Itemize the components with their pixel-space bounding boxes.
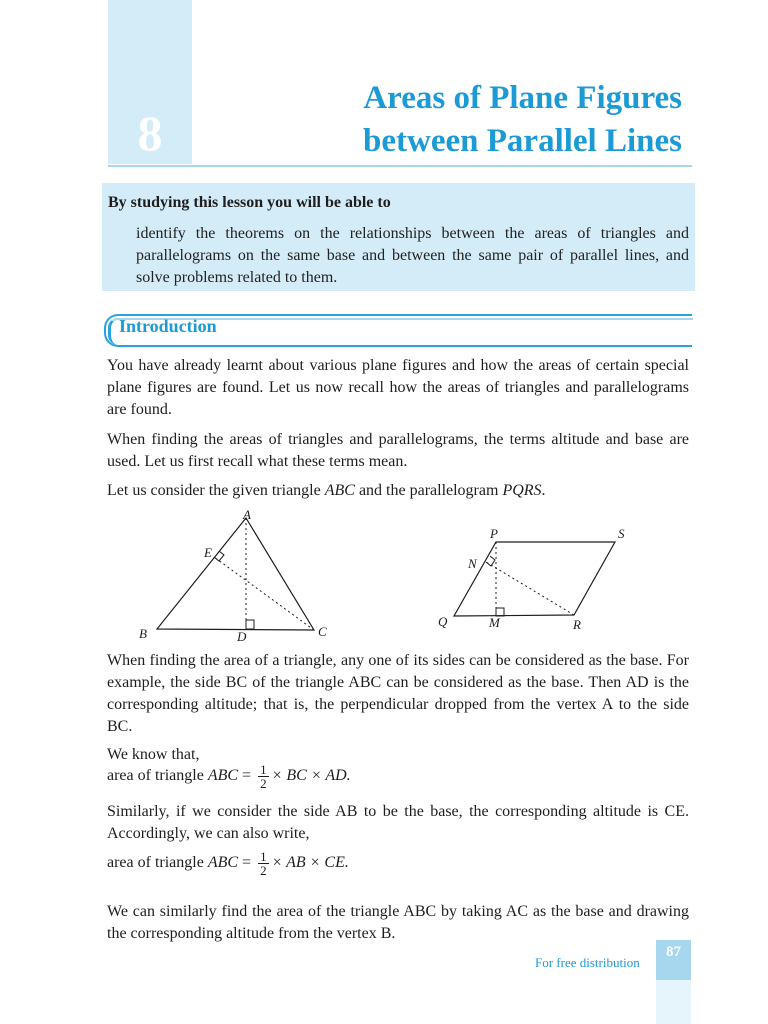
page-edge-strip — [656, 980, 691, 1024]
formula-2-equals: = — [238, 854, 256, 872]
formula-1-label: area of triangle — [107, 767, 208, 785]
altitude-rn — [486, 562, 574, 615]
point-label-m: M — [489, 615, 500, 630]
right-angle-d — [246, 620, 254, 629]
page-number-box — [656, 940, 691, 980]
vertex-label-p: P — [490, 526, 498, 541]
formula-2-fraction — [258, 850, 269, 877]
formula-1-fraction — [258, 763, 269, 790]
objectives-text: identify the theorems on the relationships between the areas of triangles and parallelograms on the same base and between the same pair of parallel lines, and solve problems related to them. — [136, 225, 689, 286]
page-number: 87 — [666, 944, 681, 960]
chapter-title-line-1: Areas of Plane Figures — [363, 80, 682, 116]
objectives-heading: By studying this lesson you will be able to — [108, 194, 391, 211]
point-label-e: E — [204, 545, 212, 560]
formula-1-equals: = — [238, 767, 256, 785]
paragraph-altitude-base: When finding the areas of triangles and parallelograms, the terms altitude and base are used. Let us first recall what these terms mean. — [107, 431, 689, 470]
paragraph-consider — [107, 482, 546, 500]
vertex-label-a: A — [243, 507, 251, 522]
learning-objectives-box — [102, 183, 695, 291]
consider-text-2: and the parallelogram — [354, 482, 503, 499]
chapter-number: 8 — [137, 105, 163, 161]
triangle-abc-figure — [130, 505, 345, 645]
formula-1-triangle: ABC — [207, 767, 239, 785]
consider-text-1: Let us consider the given triangle — [107, 482, 325, 499]
chapter-title-line-2: between Parallel Lines — [363, 123, 682, 159]
point-label-n: N — [468, 556, 477, 571]
parallelogram-pqrs-figure — [430, 520, 640, 635]
formula-2-numerator: 1 — [260, 849, 267, 864]
formula-area-ab-ce — [107, 850, 349, 877]
vertex-label-s: S — [618, 526, 625, 541]
altitude-ce — [214, 557, 314, 630]
formula-2-product: × AB × CE. — [271, 854, 349, 872]
point-label-d: D — [237, 629, 247, 644]
vertex-label-q: Q — [438, 614, 448, 629]
paragraph-intro: You have already learnt about various plane figures and how the areas of certain special plane figures are found. Let us now recall how the areas of triangles and parallelograms are found. — [107, 357, 689, 418]
section-heading: Introduction — [119, 316, 217, 336]
formula-1-denominator: 2 — [260, 776, 267, 791]
chapter-number-tab — [108, 0, 192, 164]
formula-area-bc-ad — [107, 763, 351, 790]
parallelogram-outline — [454, 542, 615, 616]
paragraph-altitude-from-b: We can similarly find the area of the triangle ABC by taking AC as the base and drawing the corresponding altitude from the vertex B. — [107, 903, 689, 942]
paragraph-base-explanation: When finding the area of a triangle, any one of its sides can be considered as the base. For example, the side BC of the triangle ABC can be considered as the base. Then AD is the corresponding altitude; that is, the perpendicular dropped from the vertex A to the side BC. — [107, 652, 689, 735]
vertex-label-r: R — [573, 617, 581, 632]
triangle-outline — [157, 518, 314, 630]
paragraph-we-know: We know that, — [107, 746, 200, 763]
paragraph-similarly: Similarly, if we consider the side AB to be the base, the corresponding altitude is CE. Accordingly, we can also write, — [107, 803, 689, 842]
vertex-label-b: B — [139, 626, 147, 641]
vertex-label-c: C — [318, 624, 327, 639]
consider-text-3: . — [541, 482, 546, 499]
formula-2-label: area of triangle — [107, 854, 208, 872]
consider-parallelogram-name: PQRS — [502, 482, 542, 499]
formula-1-numerator: 1 — [260, 762, 267, 777]
title-divider — [108, 165, 692, 167]
formula-1-product: × BC × AD. — [271, 767, 351, 785]
footer-distribution-note: For free distribution — [535, 955, 640, 970]
consider-triangle-name: ABC — [324, 482, 355, 499]
formula-2-denominator: 2 — [260, 863, 267, 878]
formula-2-triangle: ABC — [207, 854, 239, 872]
